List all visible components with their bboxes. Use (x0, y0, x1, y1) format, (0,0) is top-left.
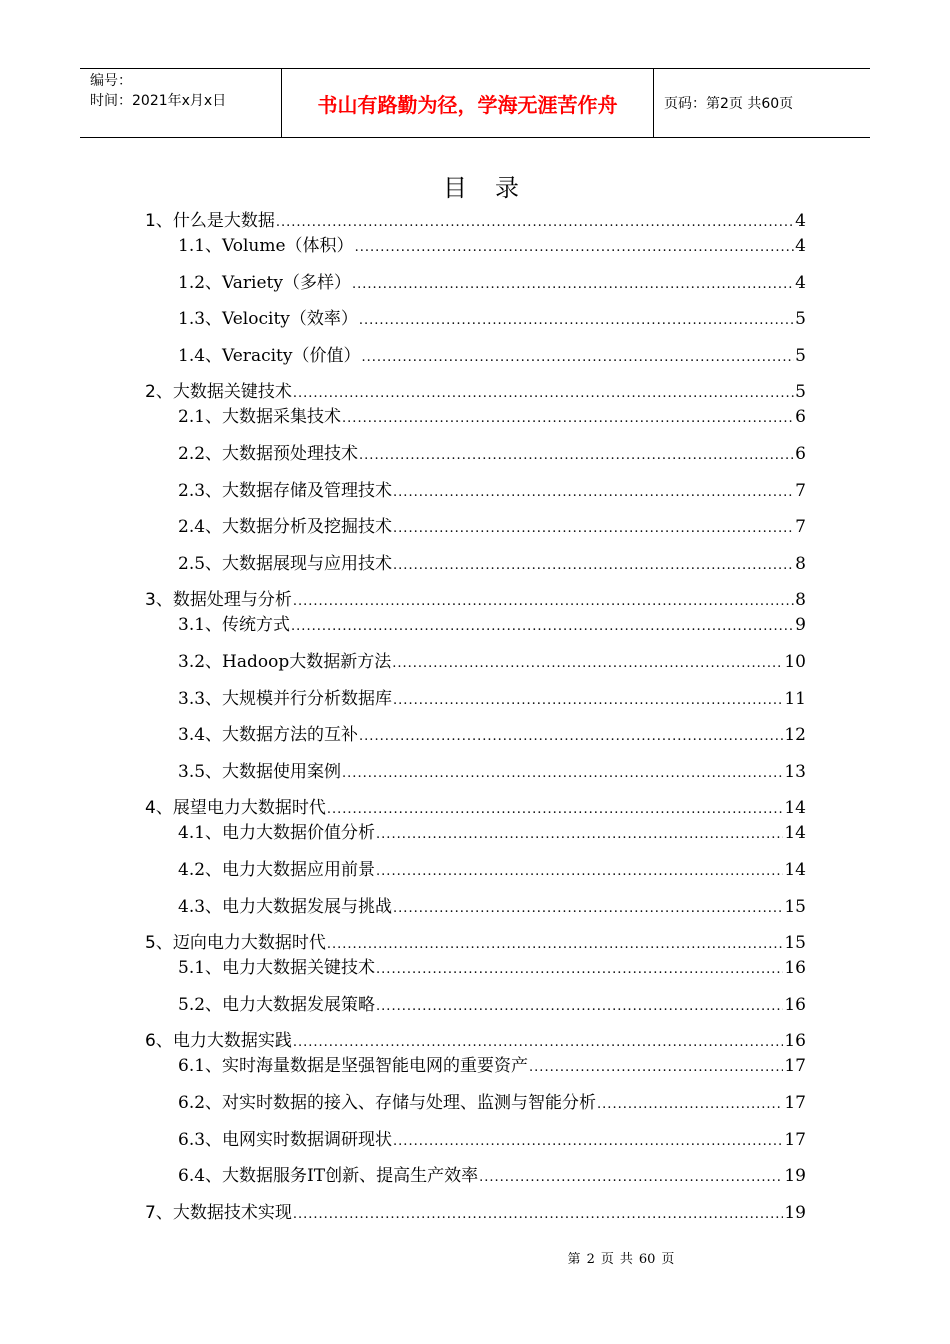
page-footer (0, 1248, 950, 1267)
toc-leader-dots (359, 445, 794, 467)
toc-section-entry[interactable] (178, 553, 806, 577)
toc-entry-label: 2.1、大数据采集技术 (178, 407, 342, 428)
toc-entry-label: 3.4、大数据方法的互补 (178, 725, 359, 746)
toc-section-entry[interactable] (178, 822, 806, 846)
toc-entry-page: 14 (784, 798, 806, 819)
toc-leader-dots (361, 347, 794, 369)
toc-entry-label: 3.2、Hadoop大数据新方法 (178, 652, 392, 672)
toc-entry-label: 1.3、Velocity（效率） (178, 309, 358, 330)
toc-section-entry[interactable] (178, 724, 806, 748)
toc-leader-dots (529, 1057, 783, 1079)
toc-leader-dots (355, 237, 795, 259)
header-left-cell (80, 69, 281, 137)
toc-section-entry[interactable] (178, 688, 806, 712)
toc-entry-label: 1、什么是大数据 (145, 211, 275, 231)
toc-leader-dots (359, 310, 794, 332)
toc-leader-dots (393, 555, 794, 577)
footer-suffix: 页 (661, 1252, 675, 1267)
toc-leader-dots (352, 274, 794, 296)
toc-section-entry[interactable] (178, 308, 806, 332)
toc-entry-label: 1.4、Veracity（价值） (178, 345, 361, 366)
toc-leader-dots (327, 934, 784, 956)
toc-entry-label: 6.4、大数据服务IT创新、提高生产效率 (178, 1166, 479, 1187)
toc-entry-page: 5 (795, 309, 806, 330)
toc-entry-label: 2、大数据关键技术 (145, 382, 292, 403)
toc-entry-page: 7 (795, 517, 806, 538)
footer-total-pages: 60 (638, 1252, 656, 1267)
toc-entry-page: 10 (784, 652, 806, 672)
document-time-label: 时间：2021年x月x日 (90, 93, 227, 109)
toc-entry-label: 4.3、电力大数据发展与挑战 (178, 896, 393, 917)
toc-leader-dots (291, 616, 794, 638)
toc-leader-dots (327, 799, 784, 821)
toc-section-entry[interactable] (178, 859, 806, 883)
toc-entry-page: 4 (795, 236, 806, 256)
toc-entry-page: 19 (784, 1166, 806, 1187)
toc-entry-page: 13 (784, 761, 806, 782)
toc-leader-dots (479, 1167, 783, 1189)
toc-leader-dots (376, 959, 783, 981)
toc-entry-page: 8 (795, 590, 806, 611)
toc-entry-label: 7、大数据技术实现 (145, 1202, 292, 1223)
toc-entry-label: 6.3、电网实时数据调研现状 (178, 1129, 393, 1150)
toc-leader-dots (392, 653, 783, 675)
toc-leader-dots (376, 996, 783, 1018)
header-motto: 书山有路勤为径，学海无涯苦作舟 (281, 69, 654, 137)
toc-entry-page: 19 (784, 1202, 806, 1223)
toc-entry-page: 4 (795, 272, 806, 293)
toc-entry-page: 16 (784, 994, 806, 1015)
toc-section-entry[interactable] (178, 1165, 806, 1189)
toc-entry-page: 16 (784, 1031, 806, 1052)
toc-leader-dots (393, 898, 783, 920)
toc-entry-label: 2.4、大数据分析及挖掘技术 (178, 517, 393, 538)
toc-entry-label: 2.2、大数据预处理技术 (178, 444, 359, 464)
toc-chapter-entry[interactable] (145, 381, 806, 405)
toc-entry-page: 9 (795, 615, 806, 636)
toc-entry-page: 12 (784, 725, 806, 746)
page-header (80, 68, 870, 138)
toc-entry-label: 3.1、传统方式 (178, 615, 291, 636)
toc-entry-page: 17 (784, 1093, 806, 1113)
toc-chapter-entry[interactable] (145, 210, 806, 234)
toc-entry-label: 3.5、大数据使用案例 (178, 761, 342, 782)
toc-entry-page: 5 (795, 382, 806, 403)
toc-chapter-entry[interactable] (145, 1202, 806, 1226)
toc-entry-label: 4.2、电力大数据应用前景 (178, 860, 376, 880)
toc-chapter-entry[interactable] (145, 797, 806, 821)
footer-page-word: 页 (600, 1252, 614, 1267)
toc-section-entry[interactable] (178, 1129, 806, 1153)
toc-leader-dots (393, 1131, 783, 1153)
toc-entry-page: 15 (784, 896, 806, 917)
toc-chapter-entry[interactable] (145, 1030, 806, 1054)
toc-leader-dots (393, 518, 794, 540)
footer-prefix: 第 (567, 1252, 581, 1267)
toc-leader-dots (342, 408, 794, 430)
toc-entry-page: 16 (784, 958, 806, 979)
toc-entry-label: 6、电力大数据实践 (145, 1031, 292, 1052)
toc-chapter-entry[interactable] (145, 589, 806, 613)
toc-leader-dots (276, 212, 794, 234)
toc-section-entry[interactable] (178, 235, 806, 259)
toc-entry-page: 4 (795, 211, 806, 231)
toc-section-entry[interactable] (178, 994, 806, 1018)
header-page-info: 页码：第2页 共60页 (664, 96, 794, 112)
toc-entry-page: 17 (784, 1129, 806, 1150)
toc-section-entry[interactable] (178, 896, 806, 920)
toc-entry-label: 1.2、Variety（多样） (178, 272, 351, 293)
toc-leader-dots (293, 383, 794, 405)
toc-section-entry[interactable] (178, 1055, 806, 1079)
toc-leader-dots (342, 763, 783, 785)
toc-leader-dots (393, 690, 783, 712)
toc-section-entry[interactable] (178, 480, 806, 504)
toc-section-entry[interactable] (178, 1092, 806, 1116)
toc-section-entry[interactable] (178, 957, 806, 981)
toc-entry-label: 5.1、电力大数据关键技术 (178, 958, 376, 979)
document-number-label: 编号： (90, 73, 132, 89)
toc-entry-label: 2.5、大数据展现与应用技术 (178, 553, 393, 574)
toc-entry-label: 2.3、大数据存储及管理技术 (178, 480, 393, 501)
toc-section-entry[interactable] (178, 406, 806, 430)
toc-entry-page: 14 (784, 823, 806, 844)
toc-leader-dots (293, 1032, 784, 1054)
toc-entry-label: 5、迈向电力大数据时代 (145, 933, 326, 954)
toc-section-entry[interactable] (178, 443, 806, 467)
toc-section-entry[interactable] (178, 272, 806, 296)
toc-leader-dots (597, 1094, 783, 1116)
toc-entry-label: 3、数据处理与分析 (145, 590, 292, 611)
toc-entry-label: 1.1、Volume（体积） (178, 236, 354, 256)
footer-total-word: 共 (619, 1252, 633, 1267)
toc-leader-dots (376, 824, 783, 846)
toc-entry-label: 4、展望电力大数据时代 (145, 798, 326, 819)
toc-section-entry[interactable] (178, 345, 806, 369)
toc-entry-label: 6.1、实时海量数据是坚强智能电网的重要资产 (178, 1056, 529, 1077)
toc-leader-dots (359, 726, 783, 748)
toc-title: 目录 (443, 174, 547, 202)
toc-chapter-entry[interactable] (145, 932, 806, 956)
toc-entry-label: 4.1、电力大数据价值分析 (178, 823, 376, 844)
toc-section-entry[interactable] (178, 761, 806, 785)
toc-entry-label: 5.2、电力大数据发展策略 (178, 994, 376, 1015)
footer-current-page: 2 (586, 1252, 595, 1267)
toc-leader-dots (376, 861, 783, 883)
toc-entry-label: 6.2、对实时数据的接入、存储与处理、监测与智能分析 (178, 1093, 597, 1113)
toc-leader-dots (393, 482, 794, 504)
toc-leader-dots (293, 1204, 784, 1226)
toc-entry-page: 5 (795, 345, 806, 366)
toc-entry-page: 6 (795, 407, 806, 428)
toc-section-entry[interactable] (178, 614, 806, 638)
toc-entry-page: 14 (784, 860, 806, 880)
toc-entry-page: 15 (784, 933, 806, 954)
toc-section-entry[interactable] (178, 651, 806, 675)
toc-entry-label: 3.3、大规模并行分析数据库 (178, 688, 393, 709)
toc-entry-page: 6 (795, 444, 806, 464)
toc-entry-page: 8 (795, 553, 806, 574)
toc-section-entry[interactable] (178, 516, 806, 540)
toc-entry-page: 17 (784, 1056, 806, 1077)
toc-leader-dots (293, 591, 794, 613)
toc-entry-page: 11 (784, 688, 806, 709)
toc-entry-page: 7 (795, 480, 806, 501)
